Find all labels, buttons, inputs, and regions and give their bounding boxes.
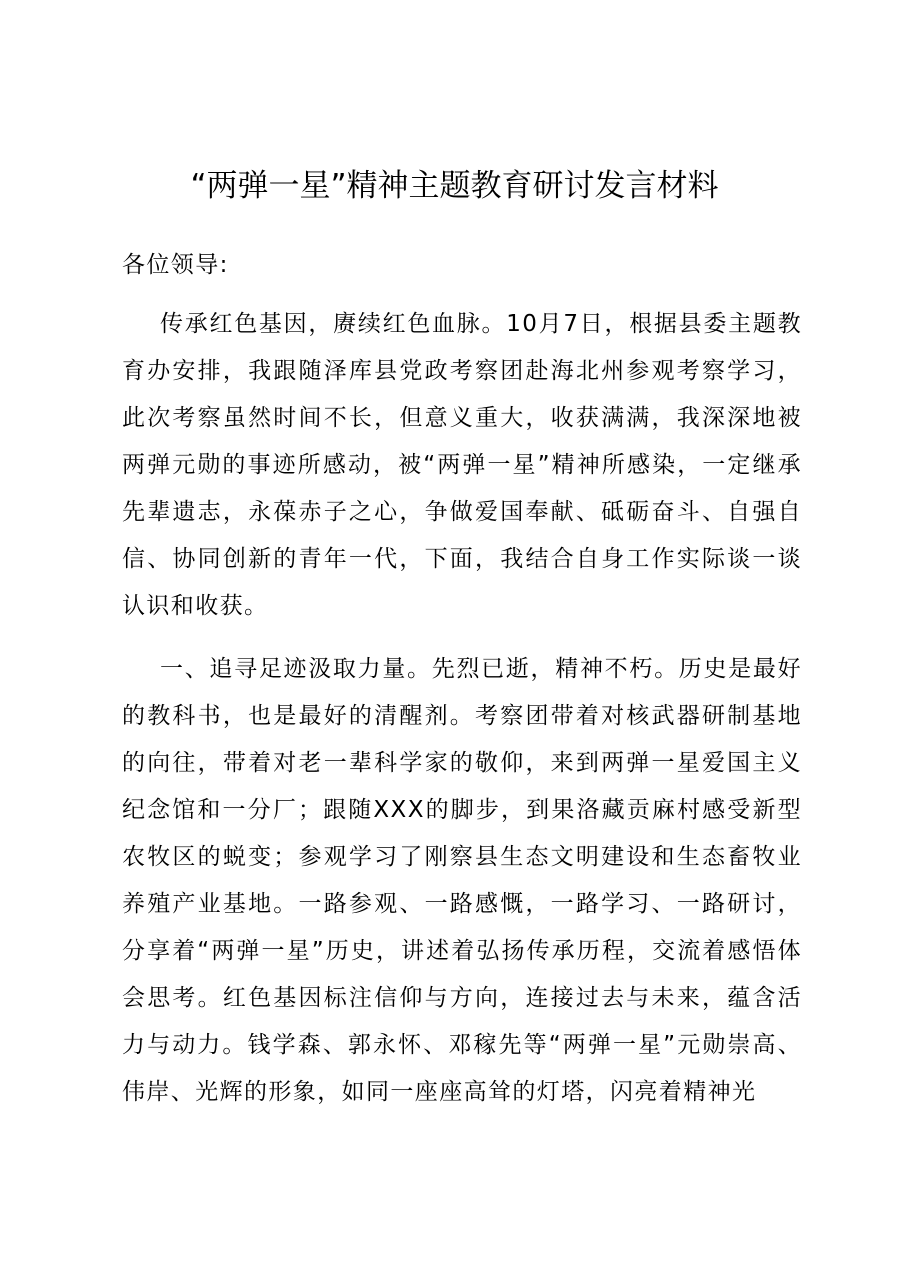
paragraph-intro: 传承红色基因，赓续红色血脉。10月7日，根据县委主题教育办安排，我跟随泽库县党政考察团赴海北州参观考察学习，此次考察虽然时间不长，但意义重大，收获满满，我深深地被两弹元勋的事迹所感动，被“两弹一星”精神所感染，一定继承先辈遗志，永葆赤子之心，争做爱国奉献、砥砺奋斗、自强自信、协同创新的青年一代，下面，我结合自身工作实际谈一谈认识和收获。 — [122, 311, 802, 619]
salutation: 各位领导: — [122, 252, 229, 278]
paragraph-section-one: 一、追寻足迹汲取力量。先烈已逝，精神不朽。历史是最好的教科书，也是最好的清醒剂。考察团带着对核武器研制基地的向往，带着对老一辈科学家的敬仰，来到两弹一星爱国主义纪念馆和一分厂；跟随XXX的脚步，到果洛藏贡麻村感受新型农牧区的蜕变；参观学习了刚察县生态文明建设和生态畜牧业养殖产业基地。一路参观、一路感慨，一路学习、一路研讨，分享着“两弹一星”历史，讲述着弘扬传承历程，交流着感悟体会思考。红色基因标注信仰与方向，连接过去与未来，蕴含活力与动力。钱学森、郭永怀、邓稼先等“两弹一星”元勋崇高、伟岸、光辉的形象，如同一座座高耸的灯塔，闪亮着精神光 — [122, 656, 802, 1105]
document-title: “两弹一星”精神主题教育研讨发言材料 — [190, 168, 719, 204]
